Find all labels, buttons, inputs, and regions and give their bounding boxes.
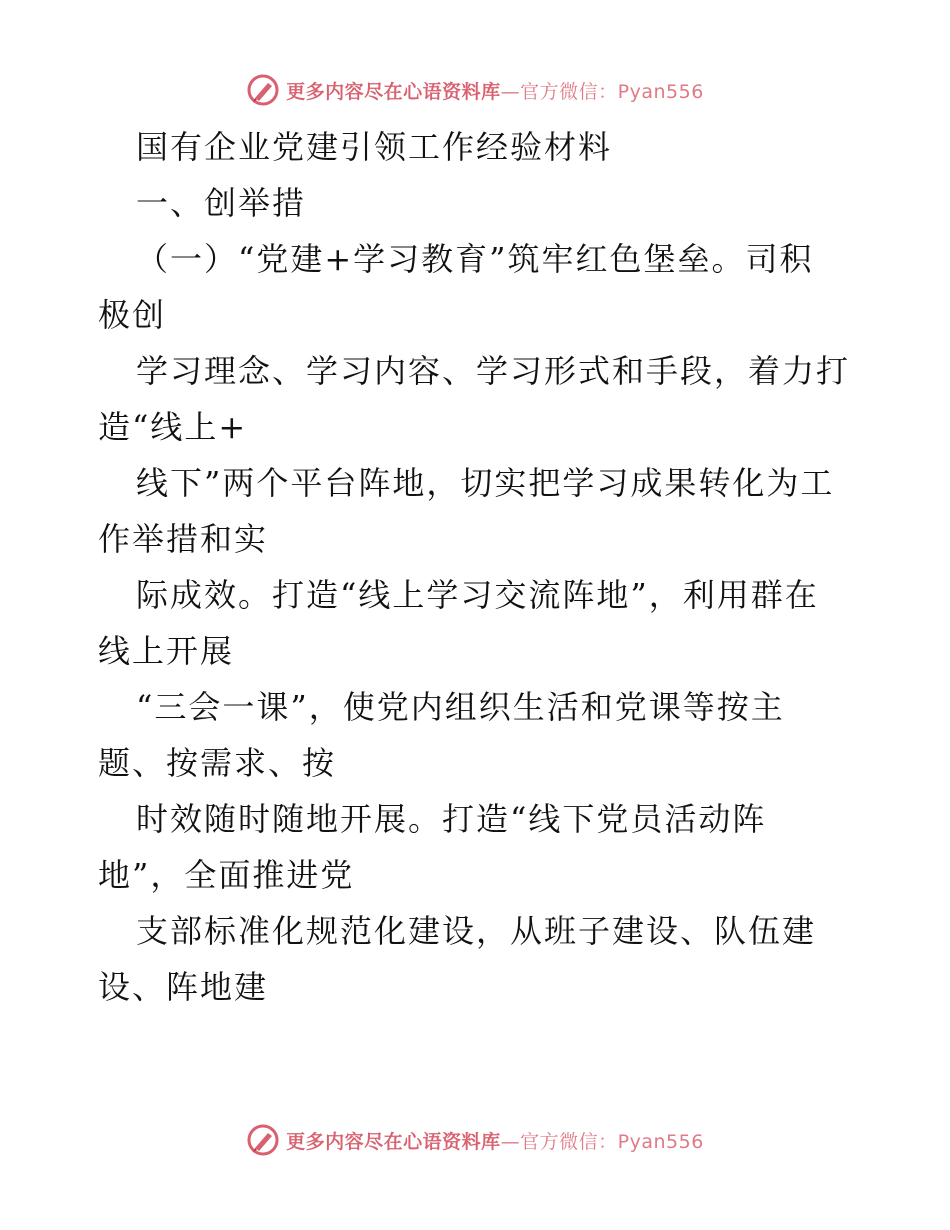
document-body [98, 120, 858, 1016]
text-line: 时效随时随地开展。打造“线下党员活动阵 [136, 800, 767, 838]
watermark-header [0, 70, 950, 110]
text-line: 线下”两个平台阵地，切实把学习成果转化为工 [136, 464, 835, 502]
text-line: “三会一课”，使党内组织生活和党课等按主 [136, 688, 785, 726]
text-line: 学习理念、学习内容、学习形式和手段，着力打 [136, 352, 851, 390]
watermark-suffix: —官方微信：Pyan556 [500, 80, 704, 103]
watermark-text [286, 77, 704, 104]
text-line: 地”，全面推进党 [98, 856, 355, 894]
text-line: 设、阵地建 [98, 968, 269, 1006]
watermark-brand: 更多内容尽在心语资料库 [286, 80, 501, 103]
watermark-suffix: —官方微信：Pyan556 [500, 1130, 704, 1153]
subsection-heading: （一）“党建+学习教育”筑牢红色堡垒。司积 [136, 240, 814, 278]
text-line: 线上开展 [98, 632, 235, 670]
pen-logo-icon [246, 73, 280, 107]
text-line: 造“线上+ [98, 408, 248, 446]
text-line: 极创 [98, 296, 167, 334]
pen-logo-icon [246, 1123, 280, 1157]
section-heading: 一、创举措 [136, 184, 307, 222]
text-line: 际成效。打造“线上学习交流阵地”，利用群在 [136, 576, 819, 614]
text-line: 支部标准化规范化建设，从班子建设、队伍建 [136, 912, 817, 950]
watermark-footer [0, 1120, 950, 1160]
watermark-text [286, 1127, 704, 1154]
document-title: 国有企业党建引领工作经验材料 [136, 128, 613, 166]
text-line: 题、按需求、按 [98, 744, 337, 782]
watermark-brand: 更多内容尽在心语资料库 [286, 1130, 501, 1153]
text-line: 作举措和实 [98, 520, 269, 558]
